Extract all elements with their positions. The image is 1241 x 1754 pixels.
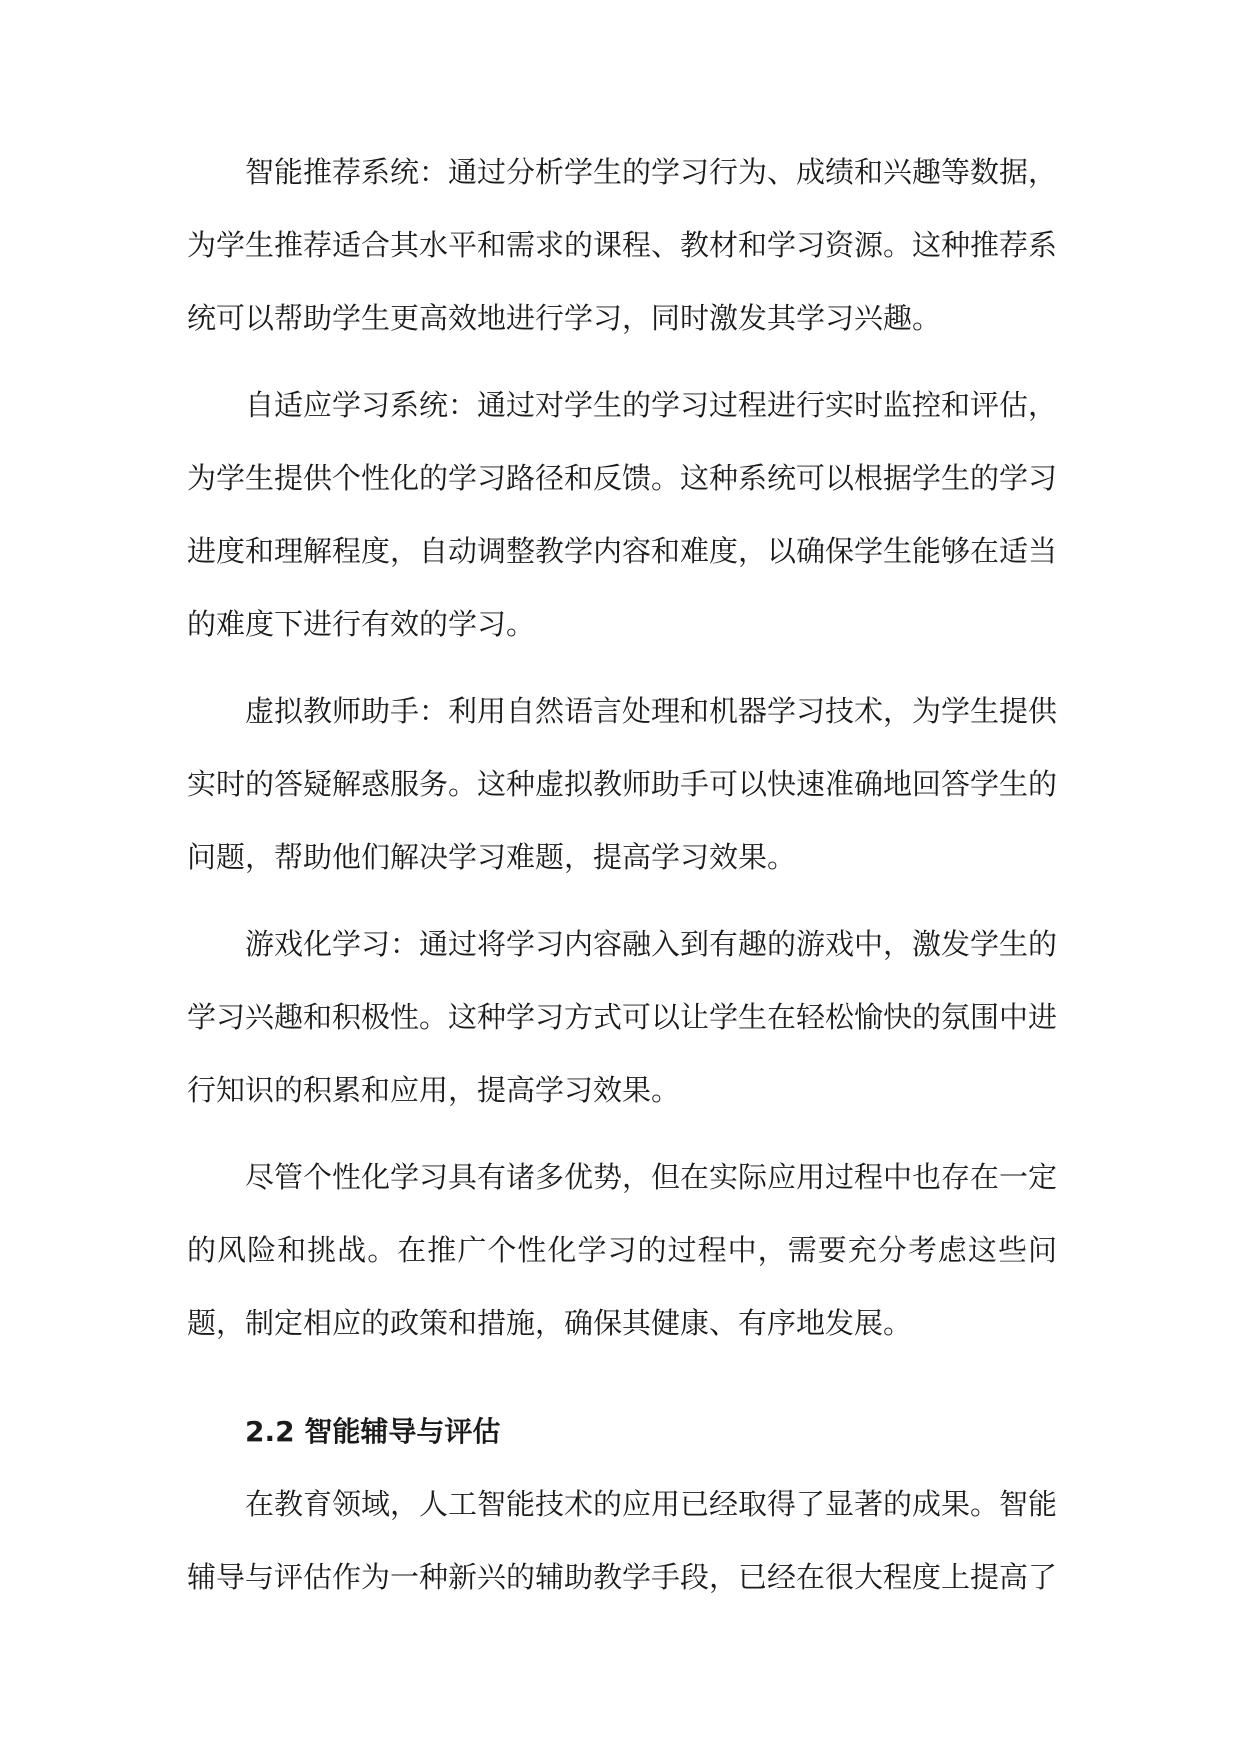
paragraph-gamified-learning: 游戏化学习：通过将学习内容融入到有趣的游戏中，激发学生的学习兴趣和积极性。这种学习方式可以让学生在轻松愉快的氛围中进行知识的积累和应用，提高学习效果。 xyxy=(187,927,1058,1107)
paragraph-risks-challenges: 尽管个性化学习具有诸多优势，但在实际应用过程中也存在一定的风险和挑战。在推广个性化学习的过程中，需要充分考虑这些问题，制定相应的政策和措施，确保其健康、有序地发展。 xyxy=(187,1160,1058,1340)
paragraph-virtual-teacher: 虚拟教师助手：利用自然语言处理和机器学习技术，为学生提供实时的答疑解惑服务。这种虚拟教师助手可以快速准确地回答学生的问题，帮助他们解决学习难题，提高学习效果。 xyxy=(187,694,1058,874)
paragraph-intro-tutoring: 在教育领域，人工智能技术的应用已经取得了显著的成果。智能辅导与评估作为一种新兴的辅助教学手段，已经在很大程度上提高了 xyxy=(187,1487,1058,1594)
section-heading: 2.2 智能辅导与评估 xyxy=(245,1415,501,1448)
paragraph-smart-recommendation: 智能推荐系统：通过分析学生的学习行为、成绩和兴趣等数据，为学生推荐适合其水平和需求的课程、教材和学习资源。这种推荐系统可以帮助学生更高效地进行学习，同时激发其学习兴趣。 xyxy=(187,155,1058,335)
document-page xyxy=(187,136,1057,1628)
paragraph-adaptive-learning: 自适应学习系统：通过对学生的学习过程进行实时监控和评估，为学生提供个性化的学习路径和反馈。这种系统可以根据学生的学习进度和理解程度，自动调整教学内容和难度，以确保学生能够在适当的难度下进行有效的学习。 xyxy=(187,388,1058,641)
